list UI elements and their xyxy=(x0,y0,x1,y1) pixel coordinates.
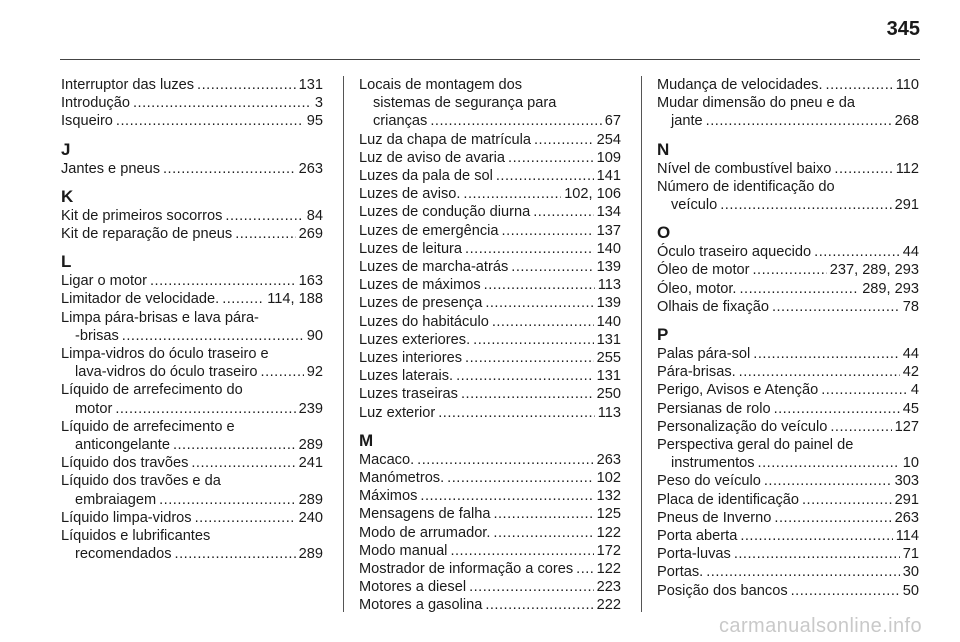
index-entry xyxy=(359,112,621,130)
index-entry-text: Luzes laterais. xyxy=(359,368,454,385)
index-entry-text: Porta aberta xyxy=(657,528,738,545)
dot-leader xyxy=(195,509,296,527)
index-entry-page: 132 xyxy=(596,488,621,505)
dot-leader xyxy=(485,294,593,312)
dot-leader xyxy=(115,400,295,418)
index-entry-text: Líquido dos travões e da xyxy=(61,473,221,490)
dot-leader xyxy=(450,542,593,560)
index-entry-text: Luzes de presença xyxy=(359,295,483,312)
index-entry xyxy=(359,203,621,221)
index-entry-page: 78 xyxy=(902,298,919,315)
index-entry-text: Limitador de velocidade. xyxy=(61,291,220,308)
dot-leader xyxy=(461,385,594,403)
section-letter: M xyxy=(359,430,374,450)
index-entry-page: 131 xyxy=(596,368,621,385)
index-entry-text: Peso do veículo xyxy=(657,473,761,490)
index-entry-page: 4 xyxy=(910,382,919,399)
dot-leader xyxy=(758,454,900,472)
index-entry xyxy=(657,400,919,418)
dot-leader xyxy=(576,560,594,578)
dot-leader xyxy=(197,76,296,94)
dot-leader xyxy=(508,149,594,167)
dot-leader xyxy=(791,582,900,600)
index-entry xyxy=(61,160,323,178)
dot-leader xyxy=(772,298,900,316)
index-entry xyxy=(657,112,919,130)
index-entry-text: Portas. xyxy=(657,564,704,581)
index-entry-page: 223 xyxy=(596,579,621,596)
index-entry-text: -brisas xyxy=(75,327,119,344)
index-entry-page: 255 xyxy=(596,350,621,367)
index-entry-page: 289, 293 xyxy=(862,280,919,297)
index-entry-page: 139 xyxy=(596,295,621,312)
dot-leader xyxy=(492,313,594,331)
dot-leader xyxy=(834,160,892,178)
index-entry-text: Luzes de leitura xyxy=(359,240,463,257)
dot-leader xyxy=(173,436,296,454)
dot-leader xyxy=(821,381,908,399)
dot-leader xyxy=(484,276,595,294)
index-entry-page: 45 xyxy=(902,400,919,417)
dot-leader xyxy=(191,454,295,472)
dot-leader xyxy=(261,363,304,381)
column-divider xyxy=(343,76,344,612)
index-entry xyxy=(359,367,621,385)
index-entry-page: 71 xyxy=(902,546,919,563)
index-entry-page: 263 xyxy=(298,160,323,177)
index-entry-text: Luzes interiores xyxy=(359,350,463,367)
index-entry-text: instrumentos xyxy=(671,455,755,472)
index-entry-text: Luzes traseiras xyxy=(359,386,458,403)
index-entry-page: 172 xyxy=(596,542,621,559)
index-entry-text: Luzes exteriores. xyxy=(359,331,471,348)
index-entry-page: 44 xyxy=(902,244,919,261)
index-entry xyxy=(657,345,919,363)
index-entry xyxy=(657,582,919,600)
index-entry xyxy=(657,160,919,178)
index-entry-text: Mudar dimensão do pneu e da xyxy=(657,95,855,112)
index-entry-page: 102 xyxy=(596,470,621,487)
index-entry xyxy=(61,272,323,290)
index-entry-text: Introdução xyxy=(61,95,130,112)
index-entry xyxy=(359,313,621,331)
dot-leader xyxy=(150,272,296,290)
section-letter: J xyxy=(61,139,71,159)
dot-leader xyxy=(163,160,296,178)
index-entry xyxy=(657,76,919,94)
index-entry xyxy=(657,196,919,214)
index-entry-page: 112 xyxy=(895,160,919,177)
dot-leader xyxy=(456,367,594,385)
dot-leader xyxy=(502,222,594,240)
index-entry xyxy=(61,454,323,472)
index-entry-text: Pára-brisas. xyxy=(657,364,736,381)
index-entry-page: 30 xyxy=(902,564,919,581)
section-letter: O xyxy=(657,223,671,243)
dot-leader xyxy=(720,196,891,214)
index-entry-page: 268 xyxy=(894,113,919,130)
index-entry xyxy=(61,327,323,345)
dot-leader xyxy=(533,203,593,221)
index-entry xyxy=(61,76,323,94)
index-entry-page: 102, 106 xyxy=(564,186,621,203)
dot-leader xyxy=(753,345,899,363)
dot-leader xyxy=(473,331,594,349)
index-entry-page: 67 xyxy=(604,113,621,130)
index-column-1 xyxy=(61,76,323,563)
index-entry-page: 84 xyxy=(306,207,323,224)
index-entry xyxy=(61,545,323,563)
index-entry-text: Interruptor das luzes xyxy=(61,77,195,93)
dot-leader xyxy=(469,578,594,596)
index-entry-text: Palas pára-sol xyxy=(657,346,751,363)
index-entry-page: 50 xyxy=(902,582,919,599)
dot-leader xyxy=(447,469,593,487)
index-entry xyxy=(359,240,621,258)
index-entry xyxy=(359,149,621,167)
dot-leader xyxy=(496,167,594,185)
index-entry xyxy=(61,225,323,243)
index-entry-text: Luz de aviso de avaria xyxy=(359,149,506,166)
index-entry xyxy=(359,276,621,294)
dot-leader xyxy=(764,472,892,490)
index-entry-text: Óculo traseiro aquecido xyxy=(657,244,812,261)
index-entry xyxy=(359,451,621,469)
index-entry-text: Posição dos bancos xyxy=(657,582,788,599)
index-entry xyxy=(359,185,621,203)
dot-leader xyxy=(417,451,593,469)
index-entry-text: Manómetros. xyxy=(359,470,445,487)
index-entry xyxy=(359,524,621,542)
index-entry-page: 10 xyxy=(902,455,919,472)
index-entry-text: Líquidos e lubrificantes xyxy=(61,528,211,545)
index-entry xyxy=(61,400,323,418)
index-entry xyxy=(359,167,621,185)
index-entry xyxy=(359,560,621,578)
index-entry-text: Macaco. xyxy=(359,451,415,468)
index-entry-text: Luzes de marcha-atrás xyxy=(359,259,509,276)
section-letter: L xyxy=(61,252,72,272)
index-entry-page: 90 xyxy=(306,327,323,344)
index-entry-page: 109 xyxy=(596,149,621,166)
index-entry-text: Luzes de aviso. xyxy=(359,186,461,203)
dot-leader xyxy=(826,76,893,94)
index-entry-page: 113 xyxy=(597,404,621,421)
index-entry-text: Persianas de rolo xyxy=(657,400,771,417)
index-entry-text: sistemas de segurança para xyxy=(373,95,557,112)
index-entry-page: 122 xyxy=(596,524,621,541)
index-entry xyxy=(359,294,621,312)
index-entry xyxy=(359,596,621,614)
dot-leader xyxy=(116,112,304,130)
index-entry-page: 3 xyxy=(314,95,323,112)
index-entry-text: Luz exterior xyxy=(359,404,436,421)
index-entry-text: Limpa pára-brisas e lava pára- xyxy=(61,309,259,326)
index-entry-page: 303 xyxy=(894,473,919,490)
dot-leader xyxy=(814,243,900,261)
index-entry xyxy=(61,363,323,381)
dot-leader xyxy=(511,258,593,276)
index-entry-page: 222 xyxy=(596,597,621,614)
index-entry-page: 110 xyxy=(895,77,919,93)
index-entry-text: Líquido de arrefecimento e xyxy=(61,418,235,435)
index-entry-text: Mensagens de falha xyxy=(359,506,491,523)
index-entry-page: 134 xyxy=(596,204,621,221)
index-entry xyxy=(359,469,621,487)
index-entry-text: Motores a diesel xyxy=(359,579,467,596)
index-entry-text: anticongelante xyxy=(75,437,170,454)
index-entry xyxy=(61,436,323,454)
index-entry xyxy=(61,509,323,527)
dot-leader xyxy=(222,290,264,308)
index-entry xyxy=(359,258,621,276)
index-entry xyxy=(657,298,919,316)
index-entry-text: Kit de reparação de pneus xyxy=(61,226,233,243)
index-entry-page: 92 xyxy=(306,364,323,381)
index-entry xyxy=(359,131,621,149)
index-entry-text: crianças xyxy=(373,113,428,130)
index-entry xyxy=(359,542,621,560)
dot-leader xyxy=(463,185,561,203)
index-entry-page: 140 xyxy=(596,313,621,330)
dot-leader xyxy=(706,112,892,130)
dot-leader xyxy=(159,491,296,509)
index-entry-page: 250 xyxy=(596,386,621,403)
index-entry-page: 241 xyxy=(298,455,323,472)
index-entry-text: Perspectiva geral do painel de xyxy=(657,437,854,454)
index-entry-text: Locais de montagem dos xyxy=(359,77,523,93)
index-entry-page: 237, 289, 293 xyxy=(829,262,919,279)
index-entry-page: 113 xyxy=(597,277,621,294)
index-entry-page: 269 xyxy=(298,226,323,243)
index-entry xyxy=(61,207,323,225)
index-entry xyxy=(657,381,919,399)
index-entry-text: Personalização do veículo xyxy=(657,418,828,435)
index-entry xyxy=(359,487,621,505)
index-entry xyxy=(657,454,919,472)
index-entry-page: 291 xyxy=(894,197,919,214)
index-entry-text: Luzes do habitáculo xyxy=(359,313,489,330)
dot-leader xyxy=(740,280,860,298)
index-entry xyxy=(359,349,621,367)
index-entry xyxy=(657,418,919,436)
index-entry-page: 289 xyxy=(298,491,323,508)
dot-leader xyxy=(739,363,900,381)
index-entry xyxy=(657,280,919,298)
dot-leader xyxy=(122,327,304,345)
index-entry-page: 141 xyxy=(596,168,621,185)
dot-leader xyxy=(485,596,593,614)
index-entry-text: motor xyxy=(75,400,113,417)
index-entry-text: Nível de combustível baixo xyxy=(657,160,832,177)
dot-leader xyxy=(465,240,594,258)
index-entry-page: 291 xyxy=(894,491,919,508)
index-entry-page: 125 xyxy=(596,506,621,523)
dot-leader xyxy=(465,349,594,367)
index-entry xyxy=(657,472,919,490)
index-entry-text: recomendados xyxy=(75,546,172,563)
column-divider xyxy=(641,76,642,612)
index-entry xyxy=(61,94,323,112)
index-entry-page: 95 xyxy=(306,113,323,130)
index-entry-text: Ligar o motor xyxy=(61,273,147,290)
index-entry xyxy=(657,491,919,509)
index-entry-text: Luzes de emergência xyxy=(359,222,499,239)
index-entry-page: 239 xyxy=(298,400,323,417)
dot-leader xyxy=(774,400,900,418)
index-entry-page: 289 xyxy=(298,546,323,563)
index-entry-page: 127 xyxy=(894,418,919,435)
index-entry-text: Modo manual xyxy=(359,542,448,559)
index-entry xyxy=(359,505,621,523)
index-entry-page: 254 xyxy=(596,131,621,148)
index-entry-page: 289 xyxy=(298,437,323,454)
dot-leader xyxy=(802,491,892,509)
index-column-2 xyxy=(359,76,621,615)
dot-leader xyxy=(235,225,295,243)
dot-leader xyxy=(493,524,593,542)
index-entry-text: Jantes e pneus xyxy=(61,160,160,177)
section-letter: K xyxy=(61,186,74,206)
index-entry xyxy=(657,563,919,581)
index-entry-text: Máximos xyxy=(359,488,418,505)
index-entry-text: Pneus de Inverno xyxy=(657,509,772,526)
dot-leader xyxy=(740,527,892,545)
dot-leader xyxy=(830,418,891,436)
dot-leader xyxy=(175,545,296,563)
dot-leader xyxy=(706,563,900,581)
index-entry-text: Motores a gasolina xyxy=(359,597,483,614)
index-entry-text: lava-vidros do óculo traseiro xyxy=(75,364,258,381)
index-entry-page: 137 xyxy=(596,222,621,239)
index-entry xyxy=(61,491,323,509)
dot-leader xyxy=(438,404,594,422)
index-entry-page: 44 xyxy=(902,346,919,363)
index-entry-text: Luz da chapa de matrícula xyxy=(359,131,531,148)
index-entry-text: Luzes de máximos xyxy=(359,277,481,294)
index-entry xyxy=(359,578,621,596)
index-entry-page: 263 xyxy=(596,451,621,468)
index-entry-text: Perigo, Avisos e Atenção xyxy=(657,382,819,399)
section-letter: N xyxy=(657,139,670,159)
index-entry-text: Olhais de fixação xyxy=(657,298,769,315)
index-entry xyxy=(359,385,621,403)
index-entry xyxy=(61,112,323,130)
index-entry-page: 163 xyxy=(298,273,323,290)
dot-leader xyxy=(430,112,601,130)
index-entry-text: embraiagem xyxy=(75,491,157,508)
index-entry-text: jante xyxy=(671,113,703,130)
index-entry-text: Líquido de arrefecimento do xyxy=(61,382,243,399)
index-entry-text: Modo de arrumador. xyxy=(359,524,491,541)
index-entry xyxy=(359,404,621,422)
index-entry-page: 263 xyxy=(894,509,919,526)
index-entry-text: Limpa-vidros do óculo traseiro e xyxy=(61,346,269,363)
index-entry xyxy=(657,509,919,527)
dot-leader xyxy=(534,131,594,149)
index-entry-text: Placa de identificação xyxy=(657,491,799,508)
dot-leader xyxy=(225,207,303,225)
index-entry xyxy=(359,222,621,240)
index-entry-text: veículo xyxy=(671,197,718,214)
page-number: 345 xyxy=(886,18,920,40)
index-entry-text: Mostrador de informação a cores xyxy=(359,561,574,578)
index-entry-text: Líquido dos travões xyxy=(61,455,189,472)
index-entry-text: Porta-luvas xyxy=(657,546,731,563)
index-entry xyxy=(657,363,919,381)
index-entry xyxy=(359,331,621,349)
index-entry-page: 139 xyxy=(596,259,621,276)
index-entry-text: Líquido limpa-vidros xyxy=(61,509,192,526)
index-entry-page: 140 xyxy=(596,240,621,257)
dot-leader xyxy=(420,487,593,505)
index-column-3 xyxy=(657,76,919,600)
dot-leader xyxy=(752,261,826,279)
index-entry-page: 131 xyxy=(298,77,323,93)
index-entry xyxy=(657,261,919,279)
index-entry-page: 122 xyxy=(596,561,621,578)
section-letter: P xyxy=(657,325,669,345)
index-entry-text: Luzes de condução diurna xyxy=(359,204,531,221)
index-entry-text: Luzes da pala de sol xyxy=(359,168,493,185)
index-entry-text: Kit de primeiros socorros xyxy=(61,207,223,224)
index-entry-text: Óleo de motor xyxy=(657,262,750,279)
index-entry xyxy=(657,527,919,545)
watermark: carmanualsonline.info xyxy=(719,615,922,637)
index-entry xyxy=(657,545,919,563)
index-entry-text: Mudança de velocidades. xyxy=(657,77,823,93)
index-entry xyxy=(61,290,323,308)
index-entry-text: Isqueiro xyxy=(61,113,113,130)
index-entry-text: Óleo, motor. xyxy=(657,280,737,297)
index-entry-text: Número de identificação do xyxy=(657,178,835,195)
dot-leader xyxy=(734,545,900,563)
index-entry-page: 42 xyxy=(902,364,919,381)
index-entry-page: 240 xyxy=(298,509,323,526)
index-entry xyxy=(657,243,919,261)
dot-leader xyxy=(774,509,891,527)
index-entry-page: 114 xyxy=(895,528,919,545)
header-rule xyxy=(60,59,920,60)
dot-leader xyxy=(493,505,593,523)
index-entry-page: 131 xyxy=(596,331,621,348)
dot-leader xyxy=(133,94,312,112)
index-entry-page: 114, 188 xyxy=(267,291,323,308)
